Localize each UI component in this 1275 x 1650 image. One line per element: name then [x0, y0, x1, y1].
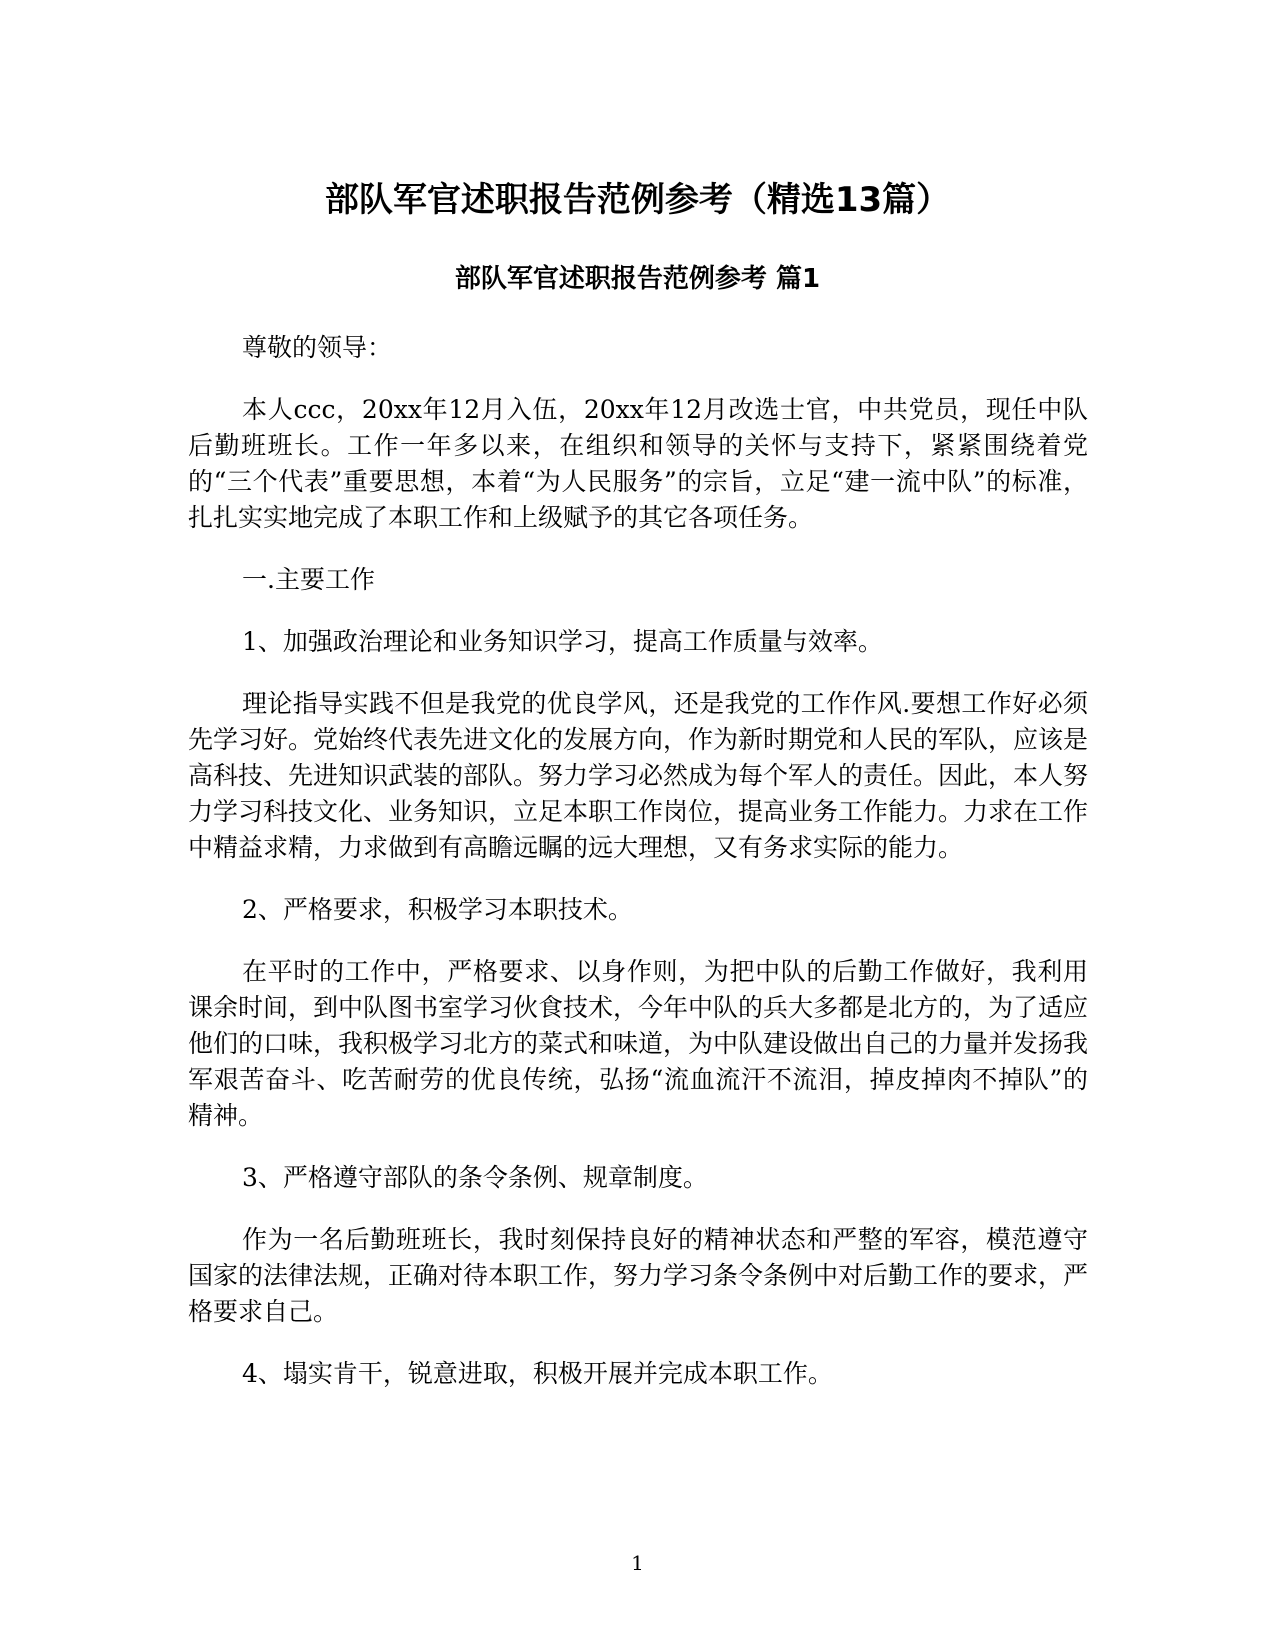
paragraph-regulations: 作为一名后勤班班长，我时刻保持良好的精神状态和严整的军容，模范遵守国家的法律法规，正确对待本职工作，努力学习条令条例中对后勤工作的要求，严格要求自己。 — [188, 1225, 1089, 1326]
section-subtitle: 部队军官述职报告范例参考 篇1 — [454, 264, 821, 294]
item-heading-2: 2、严格要求，积极学习本职技术。 — [242, 895, 633, 924]
page-number: 1 — [631, 1551, 644, 1575]
item-heading-4: 4、塌实肯干，锐意进取，积极开展并完成本职工作。 — [242, 1359, 833, 1388]
section-heading-main-work: 一.主要工作 — [242, 565, 375, 594]
paragraph-technique: 在平时的工作中，严格要求、以身作则，为把中队的后勤工作做好，我利用课余时间，到中队图书室学习伙食技术，今年中队的兵大多都是北方的，为了适应他们的口味，我积极学习北方的菜式和味道，为中队建设做出自己的力量并发扬我军艰苦奋斗、吃苦耐劳的优良传统，弘扬“流血流汗不流泪，掉皮掉肉不掉队”的精神。 — [188, 957, 1089, 1130]
paragraph-study: 理论指导实践不但是我党的优良学风，还是我党的工作作风.要想工作好必须先学习好。党始终代表先进文化的发展方向，作为新时期党和人民的军队，应该是高科技、先进知识武装的部队。努力学习必然成为每个军人的责任。因此，本人努力学习科技文化、业务知识，立足本职工作岗位，提高业务工作能力。力求在工作中精益求精，力求做到有高瞻远瞩的远大理想，又有务求实际的能力。 — [188, 689, 1089, 862]
item-heading-3: 3、严格遵守部队的条令条例、规章制度。 — [242, 1163, 708, 1192]
document-body — [188, 330, 1088, 1418]
paragraph-salutation: 尊敬的领导： — [242, 333, 393, 362]
item-heading-1: 1、加强政治理论和业务知识学习，提高工作质量与效率。 — [242, 627, 883, 656]
paragraph-introduction: 本人ccc，20xx年12月入伍，20xx年12月改选士官，中共党员，现任中队后勤班班长。工作一年多以来，在组织和领导的关怀与支持下，紧紧围绕着党的“三个代表”重要思想，本着“为人民服务”的宗旨，立足“建一流中队”的标准，扎扎实实地完成了本职工作和上级赋予的其它各项任务。 — [188, 395, 1089, 532]
document-title: 部队军官述职报告范例参考（精选13篇） — [324, 180, 951, 220]
